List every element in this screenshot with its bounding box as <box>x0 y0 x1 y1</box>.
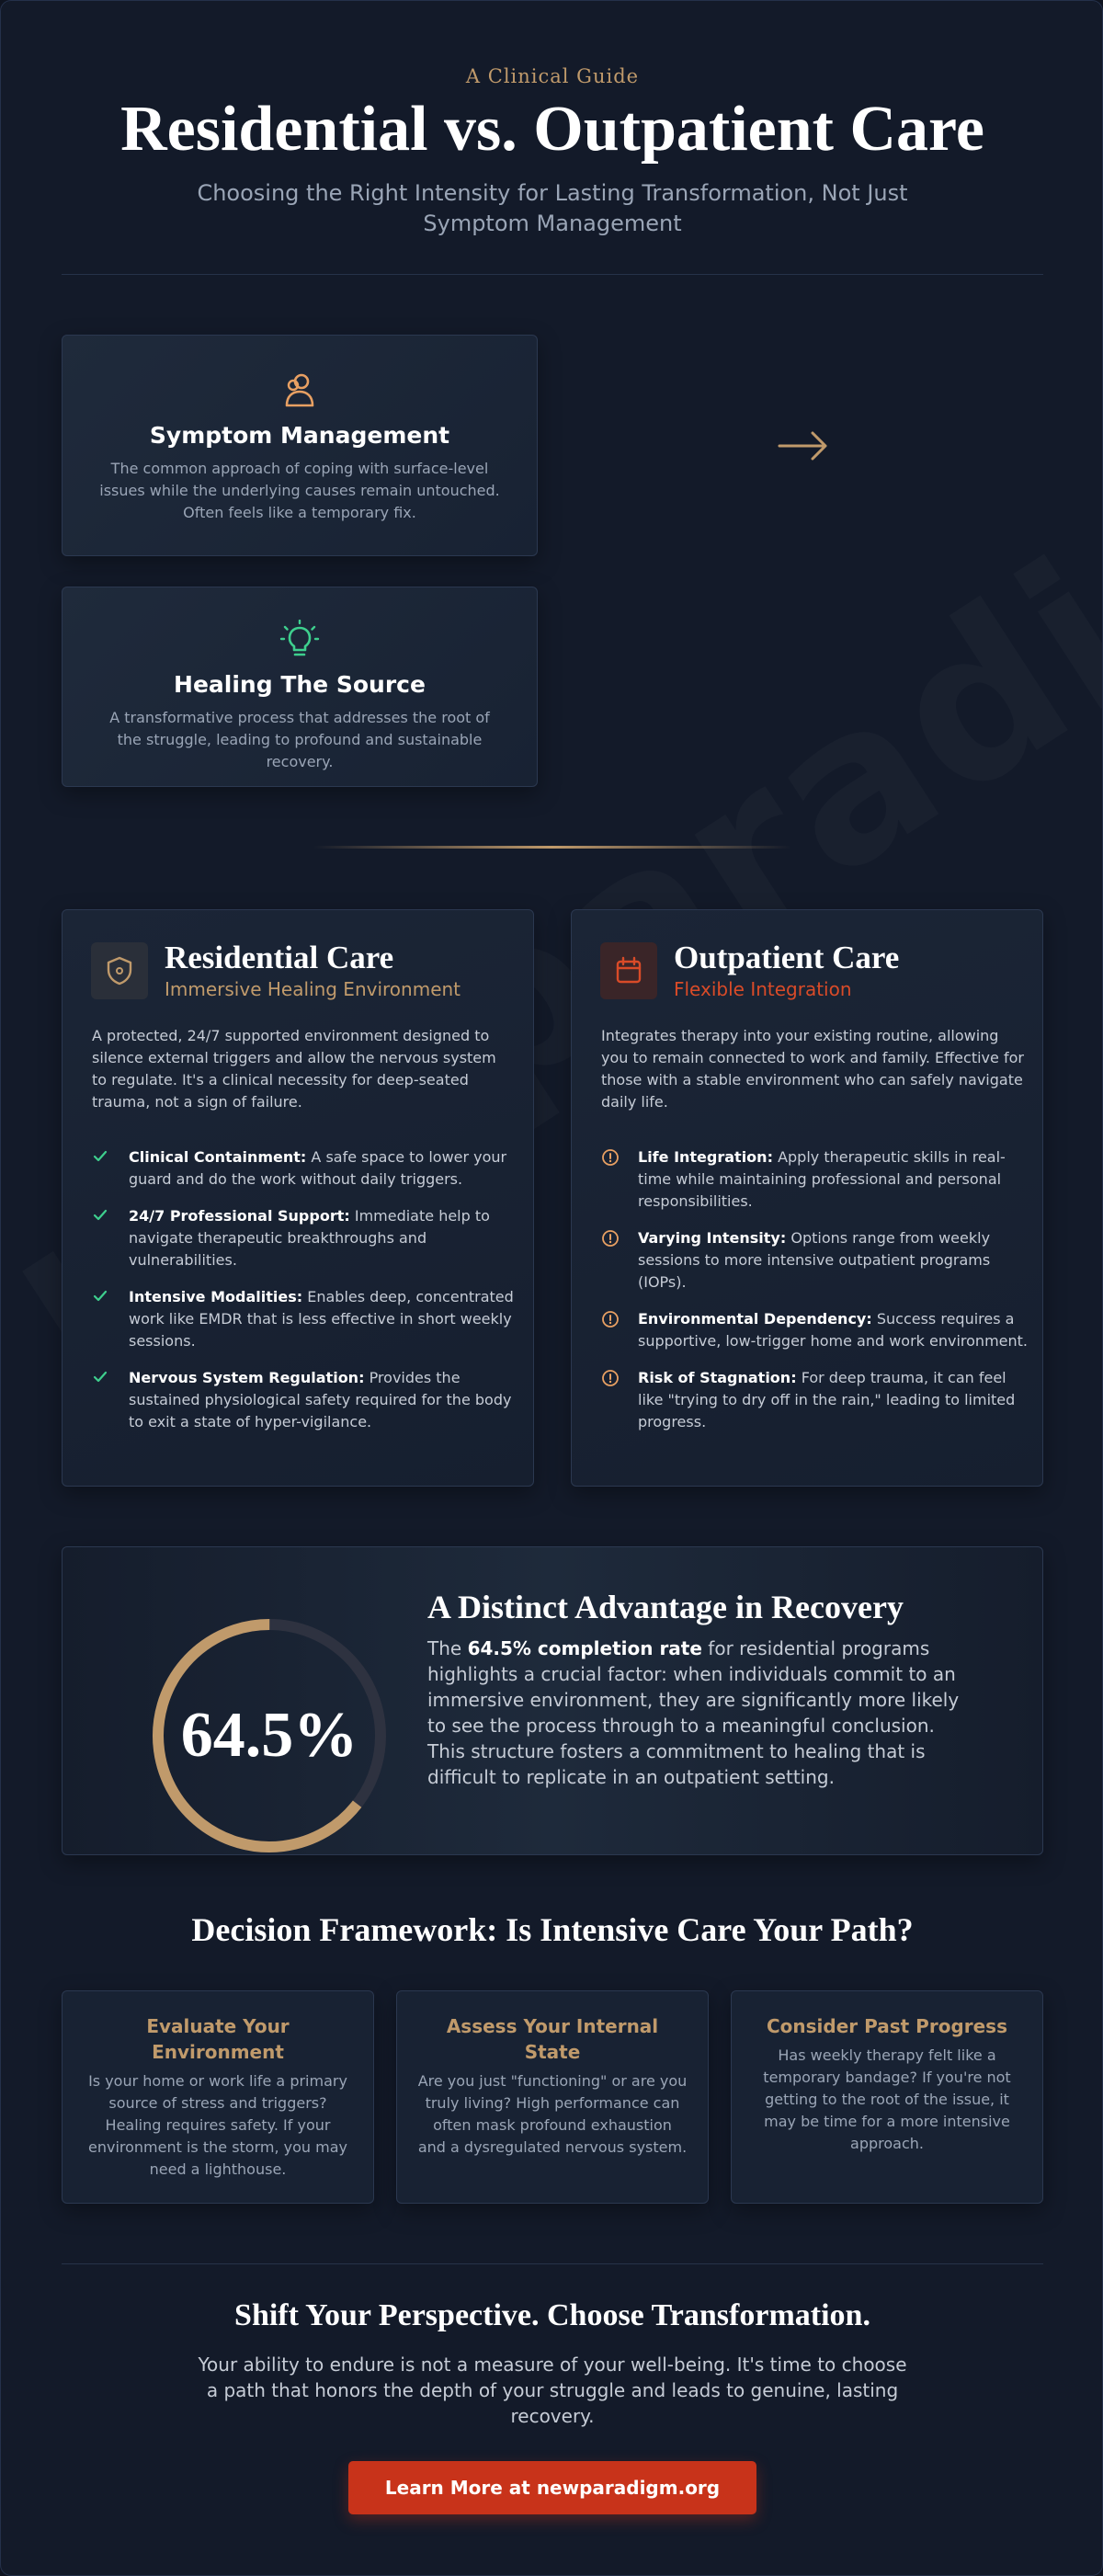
stat-title: A Distinct Advantage in Recovery <box>427 1589 904 1625</box>
list-item-label: Environmental Dependency: <box>638 1310 872 1328</box>
list-item-label: Nervous System Regulation: <box>129 1369 365 1386</box>
framework-card-title: Consider Past Progress <box>767 2015 1007 2037</box>
list-item <box>92 1367 524 1433</box>
person-icon <box>279 370 320 411</box>
list-item-text: Success requires a supportive, low-trigger home and work environment. <box>638 1310 1028 1350</box>
outpatient-care-card <box>571 909 1043 1487</box>
list-item-text: Immediate help to navigate therapeutic breakthroughs and vulnerabilities. <box>129 1207 490 1269</box>
symptom-management-text: The common approach of coping with surface-level issues while the underlying causes remain untouched. Often feels like a temporary fix. <box>99 460 500 521</box>
framework-card-text: Has weekly therapy felt like a temporary bandage? If you're not getting to the root of the issue, it may be time for a more intensive approach. <box>763 2046 1011 2152</box>
list-item-label: Life Integration: <box>638 1148 773 1166</box>
list-item-label: Clinical Containment: <box>129 1148 307 1166</box>
cta-text: Your ability to endure is not a measure of your well-being. It's time to choose a path that honors the depth of your struggle and leads to genuine, lasting recovery. <box>198 2354 907 2427</box>
list-item-text: A safe space to lower your guard and do the work without daily triggers. <box>129 1148 507 1188</box>
residential-header <box>91 940 461 1000</box>
residential-description: A protected, 24/7 supported environment designed to silence external triggers and allow the nervous system to regulate. It's a clinical necessity for deep-seated trauma, not a sign of failure. <box>92 1027 496 1111</box>
completion-rate-value: 64.5% <box>180 1700 358 1771</box>
list-item-text: Enables deep, concentrated work like EMDR that is less effective in short weekly sessions. <box>129 1288 514 1350</box>
info-icon <box>601 1369 620 1387</box>
check-icon <box>92 1369 108 1385</box>
framework-card-text: Are you just "functioning" or are you truly living? High performance can often mask profound exhaustion and a dysregulated nervous system. <box>417 2072 688 2156</box>
eyebrow: A Clinical Guide <box>465 65 640 87</box>
list-item-label: 24/7 Professional Support: <box>129 1207 350 1225</box>
divider <box>62 2263 1043 2264</box>
learn-more-button[interactable]: Learn More at newparadigm.org <box>348 2461 756 2514</box>
list-item <box>92 1146 524 1191</box>
page-title: Residential vs. Outpatient Care <box>120 94 984 165</box>
list-item-label: Varying Intensity: <box>638 1229 787 1247</box>
list-item <box>601 1308 1033 1352</box>
outpatient-description: Integrates therapy into your existing routine, allowing you to remain connected to work and family. Effective for those with a stable environment who can safely navigate daily life. <box>601 1027 1024 1111</box>
stat-text <box>427 1636 970 1790</box>
residential-care-card <box>62 909 534 1487</box>
residential-subtitle: Immersive Healing Environment <box>165 978 461 1000</box>
check-icon <box>92 1148 108 1165</box>
framework-title: Decision Framework: Is Intensive Care Your Path? <box>191 1911 914 1948</box>
list-item-text: Options range from weekly sessions to more intensive outpatient programs (IOPs). <box>638 1229 991 1291</box>
check-icon <box>92 1288 108 1305</box>
gold-divider <box>313 846 791 849</box>
stat-text-post: for residential programs highlights a crucial factor: when individuals commit to an immersive environment, they are significantly more likely to see the process through to a meaningful conclusion. This structure fosters a commitment to healing that is difficult to replicate in an outpatient setting. <box>427 1637 960 1788</box>
healing-the-source-text: A transformative process that addresses the root of the struggle, leading to profound and sustainable recovery. <box>109 709 490 770</box>
stat-text-bold: 64.5% completion rate <box>467 1637 702 1659</box>
symptom-management-card <box>62 335 538 556</box>
info-icon <box>601 1229 620 1248</box>
residential-title: Residential Care <box>165 940 394 975</box>
list-item <box>601 1146 1033 1213</box>
page-subtitle: Choosing the Right Intensity for Lasting Transformation, Not Just Symptom Management <box>197 180 908 236</box>
shield-icon <box>104 955 135 986</box>
info-icon <box>601 1148 620 1167</box>
completion-rate-card <box>62 1546 1043 1855</box>
framework-card-title: Assess Your Internal State <box>446 2015 659 2063</box>
framework-card-internal-state <box>396 1990 709 2204</box>
symptom-management-title: Symptom Management <box>149 422 450 449</box>
stat-text-pre: The <box>427 1637 468 1659</box>
list-item <box>601 1367 1033 1433</box>
lightbulb-icon <box>279 620 320 660</box>
outpatient-list <box>601 1146 1033 1448</box>
check-icon <box>92 1207 108 1224</box>
list-item-text: Apply therapeutic skills in real-time while maintaining professional and personal responsibilities. <box>638 1148 1006 1210</box>
divider <box>62 274 1043 275</box>
healing-the-source-card <box>62 587 538 787</box>
residential-list <box>92 1146 524 1448</box>
outpatient-title: Outpatient Care <box>674 940 900 975</box>
list-item <box>601 1227 1033 1294</box>
list-item-text: Provides the sustained physiological safety required for the body to exit a state of hyper-vigilance. <box>129 1369 512 1430</box>
residential-icon-box <box>91 942 148 999</box>
outpatient-header <box>600 940 899 1000</box>
framework-card-environment <box>62 1990 374 2204</box>
arrow-right-icon <box>778 426 829 466</box>
outpatient-subtitle: Flexible Integration <box>674 978 852 1000</box>
outpatient-icon-box <box>600 942 657 999</box>
list-item-text: For deep trauma, it can feel like "trying to dry off in the rain," leading to limited progress. <box>638 1369 1016 1430</box>
healing-the-source-title: Healing The Source <box>174 671 426 698</box>
list-item-label: Intensive Modalities: <box>129 1288 303 1305</box>
framework-card-title: Evaluate Your Environment <box>146 2015 290 2063</box>
framework-card-past-progress <box>731 1990 1043 2204</box>
list-item <box>92 1286 524 1352</box>
list-item <box>92 1205 524 1271</box>
info-icon <box>601 1310 620 1328</box>
cta-title: Shift Your Perspective. Choose Transformation. <box>234 2298 870 2332</box>
list-item-label: Risk of Stagnation: <box>638 1369 797 1386</box>
calendar-icon <box>613 955 644 986</box>
framework-card-text: Is your home or work life a primary source of stress and triggers? Healing requires safety. If your environment is the storm, you may need a lighthouse. <box>88 2072 347 2178</box>
